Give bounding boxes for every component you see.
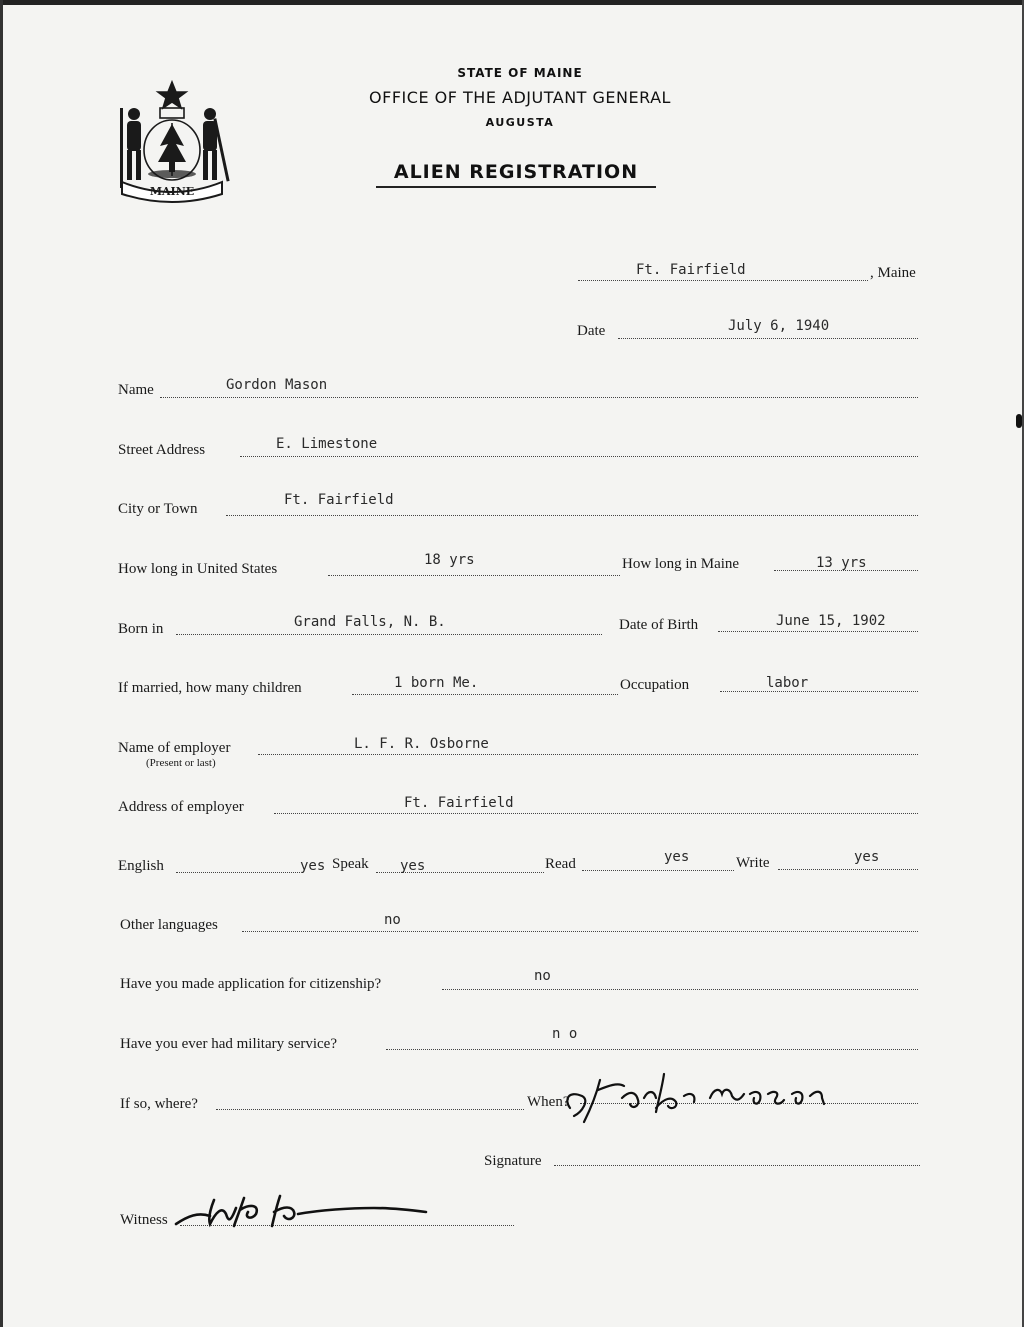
- us-duration-line: [328, 575, 620, 576]
- office-heading: OFFICE OF THE ADJUTANT GENERAL: [369, 88, 671, 107]
- street-line: [240, 456, 918, 457]
- place-value[interactable]: Ft. Fairfield: [636, 262, 746, 278]
- registrant-signature: [560, 1060, 860, 1130]
- us-duration-value[interactable]: 18 yrs: [424, 552, 475, 568]
- employer-address-line: [274, 813, 918, 814]
- born-value[interactable]: Grand Falls, N. B.: [294, 614, 446, 630]
- maine-seal-icon: [112, 78, 232, 204]
- write-label: Write: [736, 855, 770, 871]
- city-town-label: City or Town: [118, 501, 198, 517]
- form-title: ALIEN REGISTRATION: [376, 161, 656, 188]
- name-line: [160, 397, 918, 398]
- place-suffix: , Maine: [870, 265, 916, 281]
- employer-sublabel: (Present or last): [146, 757, 216, 769]
- where-label: If so, where?: [120, 1096, 198, 1112]
- employer-value[interactable]: L. F. R. Osborne: [354, 736, 489, 752]
- signature-line: [554, 1165, 920, 1166]
- signature-label: Signature: [484, 1153, 542, 1169]
- where-line: [216, 1109, 524, 1110]
- employer-line: [258, 754, 918, 755]
- military-label: Have you ever had military service?: [120, 1036, 337, 1052]
- scan-left-edge: [0, 0, 3, 1327]
- scan-edge-mark: [1016, 414, 1022, 428]
- other-languages-label: Other languages: [120, 917, 218, 933]
- citizenship-label: Have you made application for citizenship?: [120, 976, 382, 992]
- witness-label: Witness: [120, 1212, 168, 1228]
- name-label: Name: [118, 382, 154, 398]
- speak-value[interactable]: yes: [400, 858, 426, 874]
- employer-label: Name of employer: [118, 740, 231, 756]
- city-town-value[interactable]: Ft. Fairfield: [284, 492, 394, 508]
- citizenship-value[interactable]: no: [534, 968, 551, 984]
- born-label: Born in: [118, 621, 164, 637]
- us-duration-label: How long in United States: [118, 561, 278, 577]
- english-label: English: [118, 858, 164, 874]
- dob-line: [718, 631, 918, 632]
- speak-label: Speak: [332, 856, 369, 872]
- street-value[interactable]: E. Limestone: [276, 436, 378, 452]
- write-line: [778, 869, 918, 870]
- date-value[interactable]: July 6, 1940: [728, 318, 830, 334]
- write-value[interactable]: yes: [854, 849, 880, 865]
- state-heading: STATE OF MAINE: [457, 66, 583, 80]
- occupation-line: [720, 691, 918, 692]
- name-value[interactable]: Gordon Mason: [226, 377, 328, 393]
- date-label: Date: [577, 323, 606, 339]
- when-label: When?: [527, 1094, 570, 1110]
- read-line: [582, 870, 734, 871]
- read-label: Read: [545, 856, 576, 872]
- other-languages-line: [242, 931, 918, 932]
- signature-text: [600, 1100, 601, 1101]
- maine-duration-value[interactable]: 13 yrs: [816, 555, 867, 571]
- occupation-value[interactable]: labor: [766, 675, 809, 691]
- english-line: [176, 872, 300, 873]
- date-line: [618, 338, 918, 339]
- born-line: [176, 634, 602, 635]
- occupation-label: Occupation: [620, 677, 690, 693]
- children-line: [352, 694, 618, 695]
- witness-signature: [170, 1186, 440, 1234]
- street-label: Street Address: [118, 442, 206, 458]
- employer-address-label: Address of employer: [118, 799, 244, 815]
- svg-text:MAINE: MAINE: [149, 185, 195, 198]
- place-line: [578, 280, 868, 281]
- military-value[interactable]: n o: [552, 1026, 578, 1042]
- military-line: [386, 1049, 918, 1050]
- citizenship-line: [442, 989, 918, 990]
- dob-value[interactable]: June 15, 1902: [776, 613, 886, 629]
- read-value[interactable]: yes: [664, 849, 690, 865]
- city-heading: AUGUSTA: [485, 116, 555, 129]
- children-value[interactable]: 1 born Me.: [394, 675, 479, 691]
- maine-duration-label: How long in Maine: [622, 556, 740, 572]
- dob-label: Date of Birth: [619, 617, 699, 633]
- scan-top-edge: [0, 0, 1024, 5]
- other-languages-value[interactable]: no: [384, 912, 401, 928]
- employer-address-value[interactable]: Ft. Fairfield: [404, 795, 514, 811]
- english-value[interactable]: yes: [300, 858, 326, 874]
- city-town-line: [226, 515, 918, 516]
- children-label: If married, how many children: [118, 680, 302, 696]
